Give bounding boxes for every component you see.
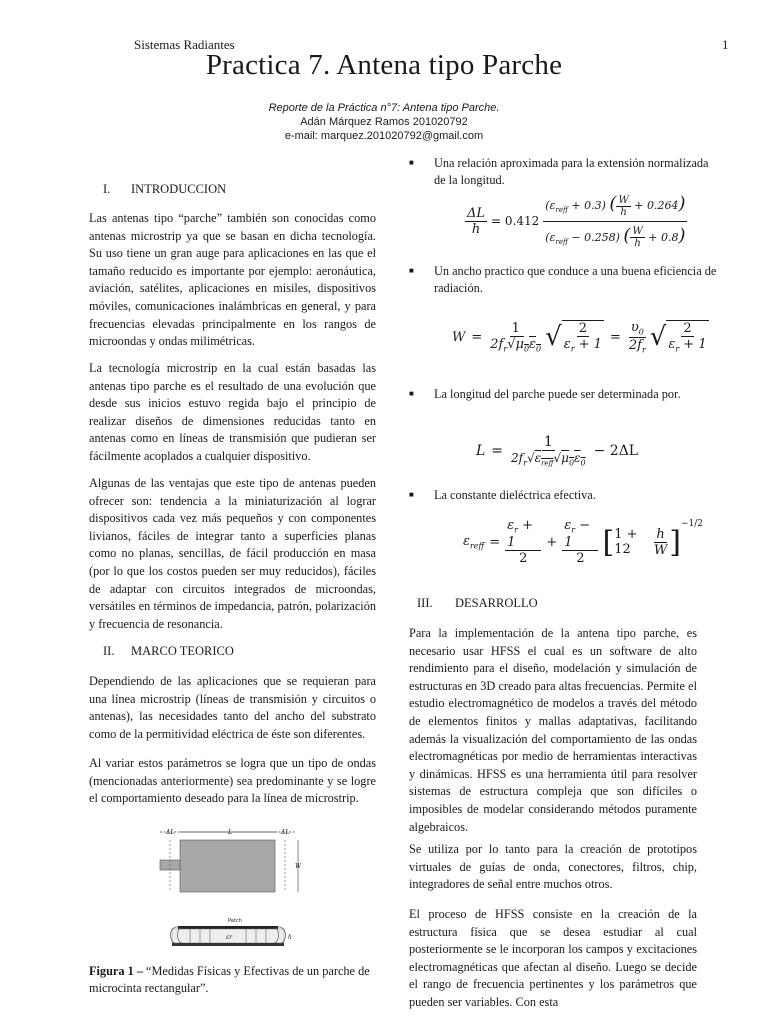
patch-antenna-figure [150,822,310,960]
bullet-length: ■ La longitud del parche puede ser determinada por. [409,387,681,401]
paragraph-desarrollo-2: Se utiliza por lo tanto para la creación de prototipos virtuales de guías de onda, conectores, filtros, chip, integradores de señal entre muchos otros. [409,842,697,892]
email-line: e-mail: marquez.201020792@gmail.com [284,130,484,142]
paragraph-marco-2: Al variar estos parámetros se logra que un tipo de ondas (mencionadas anteriormente) sea predominante y se logre el comportamiento deseado para la línea de microstrip. [89,756,376,806]
patch-label: Patch [228,918,242,924]
permittivity-label: εr [226,934,233,941]
equation-width: W = $\frac{1}{2f_r√\mu_0\varepsilon_0}$ √ $\frac{2}{\varepsilon_r + 1}$ = $\frac{\upsilon_0}{2f_r}$ √ 2 $\varepsilon_r + 1$ [452,319,707,355]
section-heading-marco: II. MARCO TEORICO [103,644,234,658]
paragraph-intro-3: Algunas de las ventajas que este tipo de antenas pueden ofrecer son: tendencia a la miniaturización al lograr dispositivos cada vez más pequeños y con componentes livianos, fáciles de integrar tanto a superficies planas como no planas, sencillas, de fácil producción en masa (por lo que los costos pueden ser muy reducidos), fáciles de adaptar con circuitos integrados de microondas, versátiles en términos de impedancia, patrón, polarización y frecuencia de resonancia. [89,476,376,631]
length-label: L [228,829,232,836]
figure-caption: Figura 1 – “Medidas Físicas y Efectivas de un parche de microcinta rectangular”. [89,964,370,995]
section-heading-desarrollo: III. DESARROLLO [417,596,538,610]
bullet-epsilon: ■ La constante dieléctrica efectiva. [409,488,596,502]
delta-l-label-right: ΔL [281,829,290,836]
author-line: Adán Márquez Ramos 201020792 [300,116,468,128]
page-number: 1 [722,37,729,52]
paragraph-desarrollo-3: El proceso de HFSS consiste en la creación de la estructura física que se desea estudiar al cual posteriormente se le incorporan los campos y excitaciones electromagnéticas que afectan al diseño. Luego se decide el rango de frecuencia pertinentes y los parámetros que pueden ser variables. Con esta [409,907,697,1009]
paragraph-desarrollo-1: Para la implementación de la antena tipo parche, es necesario usar HFSS el cual es un software de alto rendimiento para el diseño, modelación y simulación de estructuras en 3D creado para altas frecuencias. Permite el estudio electromagnético de modelos a través del método de elementos finitos y mallas adaptativas, facilitando además la visualización del comportamiento de las ondas electromagnéticas por medio de herramientas interactivas y dinámicas. HFSS es una herramienta útil para resolver sistemas de estructura compleja que son difíciles o imposibles de modelar considerando métodos puramente algebraicos. [409,626,697,834]
width-label: W [295,863,302,870]
paragraph-intro-2: La tecnología microstrip en la cual están basadas las antenas tipo parche es el resultado de una evolución que desde sus inicios estuvo regida bajo el principio de realizar diseños de dimensiones reducidas tanto en antenas como en líneas de transmisión que pudieran ser fácilmente acoplados a cualquier dispositivo. [89,361,376,463]
equation-length: L = 1 $2f_r√\varepsilon_{reff}√\mu_0\varepsilon_0$ − 2ΔL [476,434,639,468]
equation-delta-l: $\frac{\Delta L}{h}$ = 0.412 $(\varepsilon_{reff} + 0.3)$ ( $\frac{W}{h}$ + 0.264) $(\varepsilon_{reff} - 0.258)$ ( $\frac{W}{h}$ + 0.8) [467,193,686,249]
bullet-extension: ■ Una relación aproximada para la extensión normalizada de la longitud. [409,156,709,187]
paper-title: Practica 7. Antena tipo Parche [205,49,563,81]
running-header: Sistemas Radiantes [134,37,235,52]
paragraph-marco-1: Dependiendo de las aplicaciones que se requieran para una línea microstrip (líneas de transmisión y circuitos o antenas), las necesidades tanto del ancho del substrato como de la permitividad eléctrica de éste son diferentes. [89,674,376,741]
height-label: h [288,934,292,941]
section-heading-intro: I. INTRODUCCION [103,182,227,196]
patch-side-view [171,918,293,946]
report-line: Reporte de la Práctica n°7: Antena tipo Parche. [268,102,500,114]
delta-l-label-left: ΔL [166,829,175,836]
patch-top-view [160,829,302,892]
paragraph-intro-1: Las antenas tipo “parche” también son conocidas como antenas microstrip ya que se basan en dicha tecnología. Su uso tiene un gran auge para aplicaciones en las que el tamaño reducido es importante por ejemplo: aeronáutica, aviación, satélites, aplicaciones en misiles, dispositivos móviles, comunicaciones inalámbricas en general, y para frecuencias elevadas principalmente en los rangos de microondas y ondas milimétricas. [89,211,376,349]
bullet-width: ■ Un ancho practico que conduce a una buena eficiencia de radiación. [409,264,717,295]
equation-epsilon-reff: $\varepsilon_{reff}$ = $\frac{\varepsilon_r + 1}{2}$ + $\frac{\varepsilon_r - 1}{2}$ [ 1 + 12 h W ] −1/2 [463,518,704,566]
